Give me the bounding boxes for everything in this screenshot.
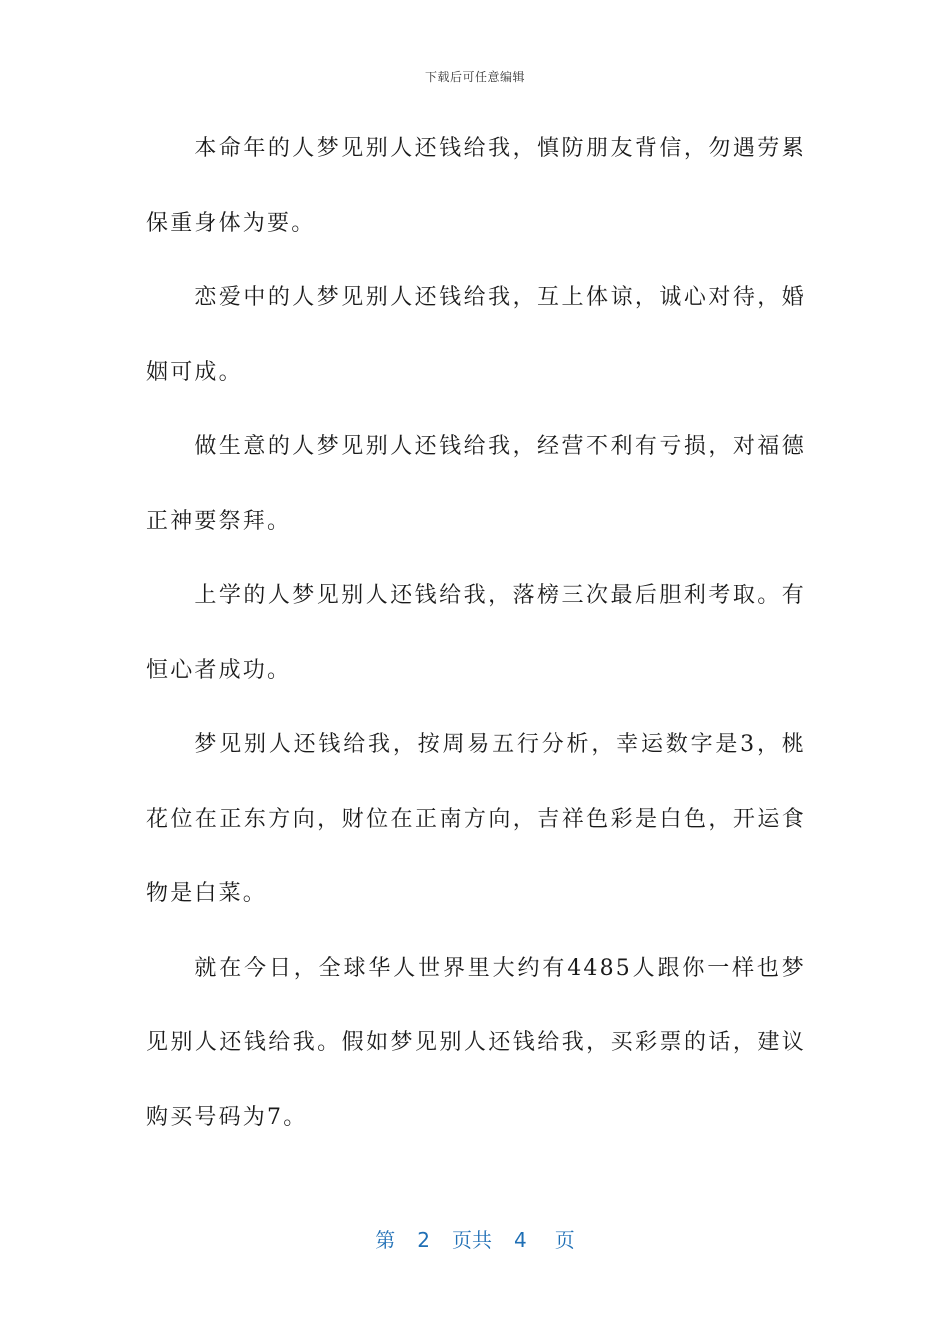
paragraph: 做生意的人梦见别人还钱给我，经营不利有亏损，对福德正神要祭拜。 <box>146 434 806 534</box>
paragraph: 恋爱中的人梦见别人还钱给我，互上体谅，诚心对待，婚姻可成。 <box>146 285 806 385</box>
paragraph: 上学的人梦见别人还钱给我，落榜三次最后胆利考取。有恒心者成功。 <box>146 583 806 683</box>
footer-middle: 页共 <box>452 1228 492 1252</box>
footer-suffix: 页 <box>554 1228 575 1252</box>
document-body <box>146 112 806 1155</box>
page-number-footer <box>0 1224 950 1253</box>
header-note: 下载后可任意编辑 <box>424 70 525 84</box>
paragraph: 就在今日，全球华人世界里大约有4485人跟你一样也梦见别人还钱给我。假如梦见别人还钱给我，买彩票的话，建议购买号码为7。 <box>146 955 806 1130</box>
paragraph: 本命年的人梦见别人还钱给我，慎防朋友背信，勿遇劳累保重身体为要。 <box>146 136 806 236</box>
footer-prefix: 第 <box>375 1228 396 1252</box>
footer-current-page: 2 <box>417 1228 430 1252</box>
paragraph: 梦见别人还钱给我，按周易五行分析，幸运数字是3，桃花位在正东方向，财位在正南方向，吉祥色彩是白色，开运食物是白菜。 <box>146 732 806 906</box>
footer-total-pages: 4 <box>514 1228 527 1252</box>
